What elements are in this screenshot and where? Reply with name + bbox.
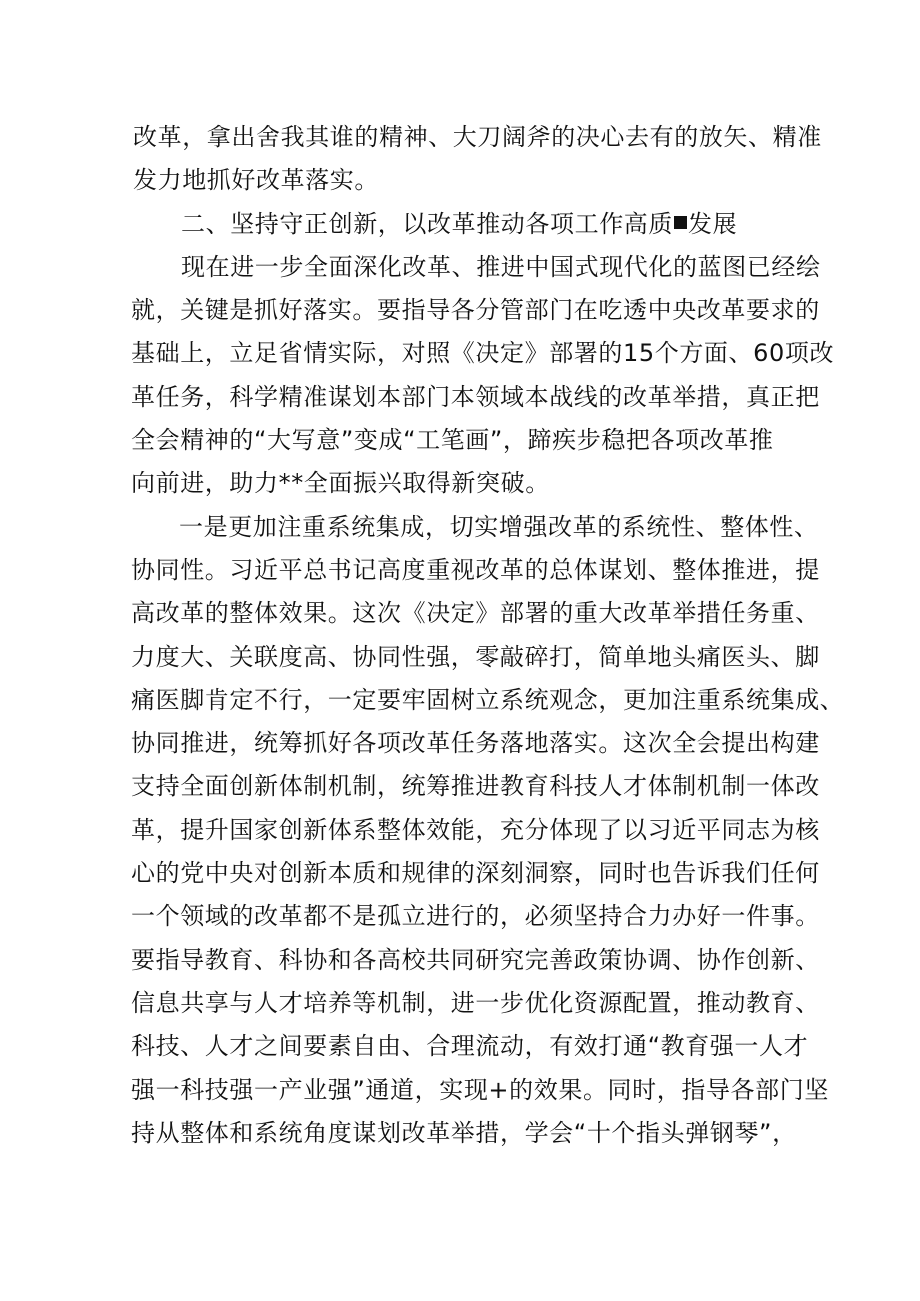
section-heading-text: 二、坚持守正创新，以改革推动各项工作高质 <box>181 209 673 238</box>
text-line: 力度大、关联度高、协同性强，零敲碎打，简单地头痛医头、脚 <box>131 642 820 671</box>
text-line: 全会精神的“大写意”变成“工笔画”，蹄疾步稳把各项改革推 <box>131 426 774 455</box>
text-line: 基础上，立足省情实际，对照《决定》部署的15个方面、60项改 <box>131 339 835 368</box>
text-line: 革任务，科学精准谋划本部门本领域本战线的改革举措，真正把 <box>131 382 820 411</box>
text-line: 支持全面创新体制机制，统筹推进教育科技人才体制机制一体改 <box>131 772 820 801</box>
text-line: 向前进，助力**全面振兴取得新突破。 <box>131 469 550 498</box>
text-line: 信息共享与人才培养等机制，进一步优化资源配置，推动教育、 <box>131 988 820 1017</box>
section-heading <box>0 203 920 246</box>
text-line: 一个领域的改革都不是孤立进行的，必须坚持合力办好一件事。 <box>131 902 820 931</box>
text-line: 协同性。习近平总书记高度重视改革的总体谋划、整体推进，提 <box>131 555 820 584</box>
black-square-glyph <box>674 216 687 229</box>
paragraph-first-line: 现在进一步全面深化改革、推进中国式现代化的蓝图已经绘 <box>181 252 821 281</box>
text-line: 心的党中央对创新本质和规律的深刻洞察，同时也告诉我们任何 <box>131 859 820 888</box>
text-line: 高改革的整体效果。这次《决定》部署的重大改革举措任务重、 <box>131 599 820 628</box>
text-line: 痛医脚肯定不行，一定要牢固树立系统观念，更加注重系统集成、 <box>131 685 845 714</box>
text-line: 持从整体和系统角度谋划改革举措，学会“十个指头弹钢琴”， <box>131 1118 797 1147</box>
text-line: 科技、人才之间要素自由、合理流动，有效打通“教育强一人才 <box>131 1032 809 1061</box>
text-line: 就，关键是抓好落实。要指导各分管部门在吃透中央改革要求的 <box>131 296 820 325</box>
text-line: 改革，拿出舍我其谁的精神、大刀阔斧的决心去有的放矢、精准 <box>133 123 822 151</box>
text-line: 革，提升国家创新体系整体效能，充分体现了以习近平同志为核 <box>131 815 820 844</box>
text-line: 协同推进，统筹抓好各项改革任务落地落实。这次全会提出构建 <box>131 729 820 758</box>
paragraph-first-line: 一是更加注重系统集成，切实增强改革的系统性、整体性、 <box>179 512 819 541</box>
text-line: 要指导教育、科协和各高校共同研究完善政策协调、协作创新、 <box>131 945 820 974</box>
document-body <box>0 116 920 1155</box>
text-line: 发力地抓好改革落实。 <box>133 166 379 195</box>
text-line: 强一科技强一产业强”通道，实现+的效果。同时，指导各部门坚 <box>131 1075 829 1104</box>
section-heading-text-end: 发展 <box>688 209 738 238</box>
